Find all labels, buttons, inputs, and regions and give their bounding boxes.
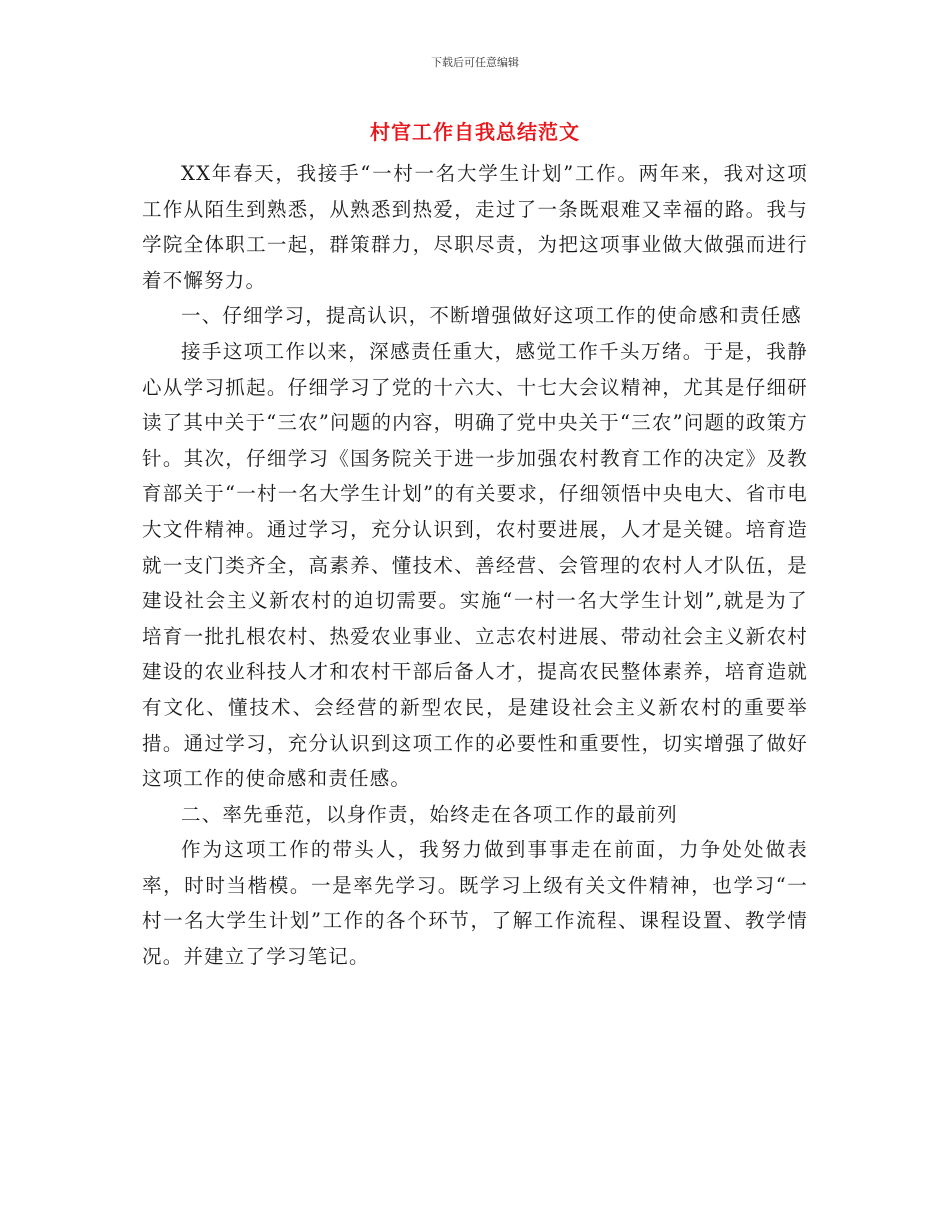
page-header-note: 下载后可任意编辑 — [431, 56, 519, 69]
paragraph-intro: XX年春天，我接手“一村一名大学生计划”工作。两年来，我对这项工作从陌生到熟悉，从熟悉到热爱，走过了一条既艰难又幸福的路。我与学院全体职工一起，群策群力，尽职尽责，为把这项事业做大做强而进行着不懈努力。 — [142, 162, 808, 292]
section-heading-1: 一、仔细学习，提高认识，不断增强做好这项工作的使命感和责任感 — [181, 304, 803, 328]
document-body — [142, 156, 808, 975]
section-heading-2: 二、率先垂范，以身作责，始终走在各项工作的最前列 — [181, 802, 678, 826]
paragraph-section-1: 接手这项工作以来，深感责任重大，感觉工作千头万绪。于是，我静心从学习抓起。仔细学习了党的十六大、十七大会议精神，尤其是仔细研读了其中关于“三农”问题的内容，明确了党中央关于“三农”问题的政策方针。其次，仔细学习《国务院关于进一步加强农村教育工作的决定》及教育部关于“一村一名大学生计划”的有关要求，仔细领悟中央电大、省市电大文件精神。通过学习，充分认识到，农村要进展，人才是关键。培育造就一支门类齐全，高素养、懂技术、善经营、会管理的农村人才队伍，是建设社会主义新农村的迫切需要。实施“一村一名大学生计划”,就是为了培育一批扎根农村、热爱农业事业、立志农村进展、带动社会主义新农村建设的农业科技人才和农村干部后备人才，提高农民整体素养，培育造就有文化、懂技术、会经营的新型农民，是建设社会主义新农村的重要举措。通过学习，充分认识到这项工作的必要性和重要性，切实增强了做好这项工作的使命感和责任感。 — [142, 339, 808, 791]
document-title: 村官工作自我总结范文 — [370, 120, 580, 144]
paragraph-section-2: 作为这项工作的带头人，我努力做到事事走在前面，力争处处做表率，时时当楷模。一是率先学习。既学习上级有关文件精神，也学习“一村一名大学生计划”工作的各个环节，了解工作流程、课程设置、教学情况。并建立了学习笔记。 — [142, 838, 808, 969]
